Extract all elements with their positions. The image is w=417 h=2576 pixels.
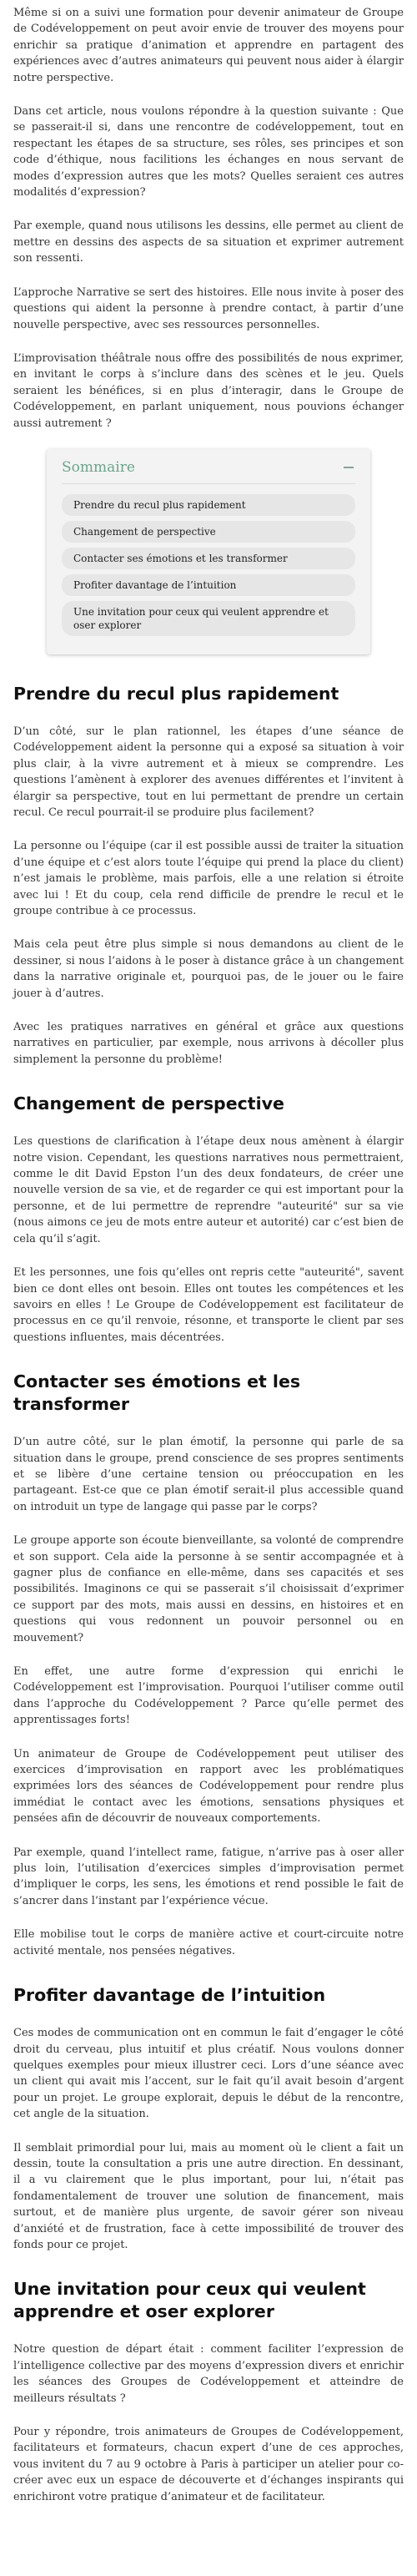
section-paragraph: Et les personnes, une fois qu’elles ont repris cette "auteurité", savent bien ce dont elles ont besoin. Elles ont toutes les compétences et les savoirs en elles ! Le Groupe de Codéveloppement est facilitateur de processus en ce qu’il renvoie, résonne, et transporte le client par ses questions influentes, mais décentrées.: [13, 1266, 404, 1344]
section-paragraph: Mais cela peut être plus simple si nous demandons au client de le dessiner, si nous l’aidons à le poser à distance grâce à un changement dans la narrative originale et, pourquoi pas, de le jouer ou le faire jouer à d’autres.: [13, 938, 404, 1000]
toc-item-invitation[interactable]: Une invitation pour ceux qui veulent apprendre et oser explorer: [62, 601, 355, 636]
section-paragraph: D’un autre côté, sur le plan émotif, la personne qui parle de sa situation dans le groupe, prend conscience de ses propres sentiments et se libère d’une certaine tension ou préoccupation en les partageant. Est-ce que ce plan émotif serait-il plus accessible quand on introduit un type de langage qui passe par le corps?: [13, 1436, 404, 1513]
section-paragraph: Avec les pratiques narratives en général et grâce aux questions narratives en particulier, par exemple, nous arrivons à décoller plus simplement la personne du problème!: [13, 1021, 404, 1066]
section-paragraph: Pour y répondre, trois animateurs de Groupes de Codéveloppement, facilitateurs et formateurs, chacun expert d’une de ces approches, vous invitent du 7 au 9 octobre à Paris à participer un atelier pour co-créer avec eux un espace de découverte et d’échanges inspirants qui enrichiront votre pratique d’animateur et de facilitateur.: [13, 2426, 404, 2503]
table-of-contents: [47, 449, 370, 654]
intro-paragraph: Même si on a suivi une formation pour devenir animateur de Groupe de Codéveloppement on peut avoir envie de trouver des moyens pour enrichir sa pratique d’animation et apprendre en partagent des expériences avec d’autres animateurs qui peuvent nous aider à élargir notre perspective.: [13, 7, 404, 84]
section-paragraph: La personne ou l’équipe (car il est possible aussi de traiter la situation d’une équipe et c’est alors toute l’équipe qui prend la place du client) n’est jamais le problème, mais parfois, elle a une relation si étroite avec lui ! Et du coup, cela rend difficile de prendre le recul et le groupe contribue à ce processus.: [13, 840, 404, 917]
section-paragraph: Un animateur de Groupe de Codéveloppement peut utiliser des exercices d’improvisation en rapport avec les problématiques exprimées lors des séances de Codéveloppement pour rendre plus immédiat le contact avec les émotions, sensations physiques et pensées afin de découvrir de nouveaux comportements.: [13, 1747, 404, 1826]
section-paragraph: Le groupe apporte son écoute bienveillante, sa volonté de comprendre et son support. Cela aide la personne à se sentir accompagnée et à gagner plus de confiance en elle-même, dans ses capacités et ses possibilités. Imaginons ce qui se passerait s’il choisissait d’exprimer ce support par des mots, mais aussi en dessins, en histoires et en questions qui vous redonnent un pouvoir personnel ou en mouvement?: [13, 1534, 404, 1644]
intro-paragraph: Par exemple, quand nous utilisons les dessins, elle permet au client de mettre en dessins des aspects de sa situation et exprimer autrement son ressenti.: [13, 220, 404, 265]
section-paragraph: Notre question de départ était : comment faciliter l’expression de l’intelligence collective par des moyens d’expression divers et enrichir les séances des Groupes de Codéveloppement et atteindre de meilleurs résultats ?: [13, 2343, 404, 2405]
toc-header: [62, 459, 355, 484]
intro-paragraph: L’approche Narrative se sert des histoires. Elle nous invite à poser des questions qui aident la personne à prendre contact, à partir d’une nouvelle perspective, avec ses ressources personnelles.: [13, 285, 404, 331]
toc-title: Sommaire: [62, 458, 135, 476]
intro-paragraph: Dans cet article, nous voulons répondre à la question suivante : Que se passerait-il si, dans une rencontre de codéveloppement, tout en respectant les étapes de sa structure, ses rôles, ses principes et son code d’éthique, nous facilitions les échanges en nous servant de modes d’expression autres que les mots? Quelles seraient ces autres modalités d’expression?: [13, 105, 404, 200]
section-heading: Contacter ses émotions et les transformer: [13, 1371, 301, 1415]
collapse-icon[interactable]: [344, 467, 354, 468]
section-paragraph: Il semblait primordial pour lui, mais au moment où le client a fait un dessin, toute la consultation a pris une autre direction. En dessinant, il a vu clairement que le plus important, pour lui, n’était pas fondamentalement de trouver une solution de financement, mais surtout, et de manière plus urgente, de savoir gérer son niveau d’anxiété et de frustration, face à cette impossibilité de trouver des fonds pour ce projet.: [13, 2141, 404, 2251]
section-heading: Prendre du recul plus rapidement: [13, 683, 339, 704]
toc-item-contacter-ses-emotions[interactable]: Contacter ses émotions et les transformer: [62, 548, 355, 569]
section-paragraph: D’un côté, sur le plan rationnel, les étapes d’une séance de Codéveloppement aident la personne qui a exposé sa situation à voir plus clair, à la vivre autrement et à mieux se comprendre. Les questions l’amènent à explorer des avenues différentes et l’invitent à élargir sa perspective, tout en lui permettant de prendre un certain recul. Ce recul pourrait-il se produire plus facilement?: [13, 725, 404, 819]
toc-item-changement-de-perspective[interactable]: Changement de perspective: [62, 521, 355, 543]
section-paragraph: Elle mobilise tout le corps de manière active et court-circuite notre activité mentale, nos pensées négatives.: [13, 1928, 404, 1957]
section-paragraph: Par exemple, quand l’intellect rame, fatigue, n’arrive pas à oser aller plus loin, l’utilisation d’exercices simples d’improvisation permet d’impliquer le corps, les sens, les émotions et rend possible le fait de s’ancrer dans l’instant par l’expérience vécue.: [13, 1846, 404, 1907]
intro-paragraph: L’improvisation théâtrale nous offre des possibilités de nous exprimer, en invitant le corps à s’inclure dans des scènes et le jeu. Quels seraient les bénéfices, si en plus d’interagir, dans le Groupe de Codéveloppement, en parlant uniquement, nous pouvions échanger aussi autrement ?: [13, 351, 404, 430]
section-heading: Une invitation pour ceux qui veulent apprendre et oser explorer: [13, 2279, 366, 2322]
section-paragraph: Les questions de clarification à l’étape deux nous amènent à élargir notre vision. Cependant, les questions narratives nous permettraient, comme le dit David Epston l’un des deux fondateurs, de créer une nouvelle version de sa vie, et de regarder ce qui est important pour la personne, et de lui permettre de reprendre "auteurité" sur sa vie (nous aimons ce jeu de mots entre auteur et autorité) car c’est bien de cela qu’il s’agit.: [13, 1135, 404, 1245]
section-paragraph: En effet, une autre forme d’expression qui enrichi le Codéveloppement est l’improvisation. Pourquoi l’utiliser comme outil dans l’approche du Codéveloppement ? Parce qu’elle permet des apprentissages forts!: [13, 1665, 404, 1727]
section-heading: Changement de perspective: [13, 1094, 284, 1114]
toc-item-prendre-du-recul[interactable]: Prendre du recul plus rapidement: [62, 494, 355, 516]
toc-item-profiter-intuition[interactable]: Profiter davantage de l’intuition: [62, 574, 355, 596]
section-paragraph: Ces modes de communication ont en commun le fait d’engager le côté droit du cerveau, plus intuitif et plus créatif. Nous voulons donner quelques exemples pour mieux illustrer ceci. Lors d’une séance avec un client qui avait mis l’accent, sur le fait qu’il avait besoin d’argent pour un projet. Le groupe explorait, depuis le début de la rencontre, cet angle de la situation.: [13, 2027, 404, 2121]
section-heading: Profiter davantage de l’intuition: [13, 1985, 326, 2006]
